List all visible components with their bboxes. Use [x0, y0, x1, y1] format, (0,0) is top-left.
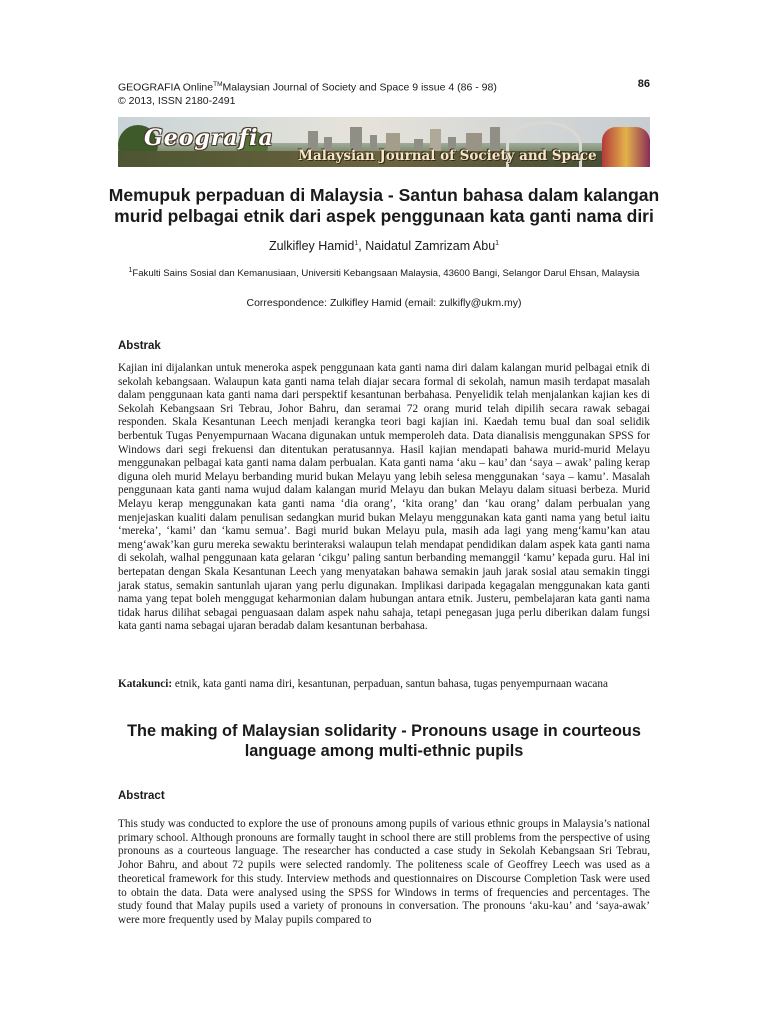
affiliation — [118, 267, 650, 279]
author-1-affil-mark: 1 — [354, 239, 359, 247]
page-number: 86 — [637, 78, 650, 90]
banner-logo: Geografia — [144, 125, 274, 151]
journal-issue: Malaysian Journal of Society and Space 9 issue 4 (86 - 98) — [222, 81, 497, 94]
abstrak-heading: Abstrak — [118, 340, 161, 352]
author-2: Naidatul Zamrizam Abu — [365, 239, 496, 253]
keywords-malay — [118, 678, 658, 690]
running-header — [118, 78, 650, 108]
people-image — [602, 127, 650, 167]
author-1: Zulkifley Hamid — [268, 239, 355, 253]
affiliation-mark: 1 — [128, 267, 133, 274]
journal-name: GEOGRAFIA Online — [118, 81, 214, 94]
keywords-label: Katakunci: — [118, 678, 173, 690]
title-english: The making of Malaysian solidarity - Pronouns usage in courteous language among multi-ethnic pupils — [127, 722, 641, 760]
author-2-affil-mark: 1 — [495, 239, 500, 247]
journal-line — [118, 78, 650, 95]
author-line — [100, 239, 668, 253]
abstrak-text: Kajian ini dijalankan untuk meneroka aspek penggunaan kata ganti nama diri dalam kalangan murid pelbagai etnik di sekolah kebangsaan. Walaupun kata ganti nama telah diajar secara formal di sekolah, namun masih terdapat masalah dalam penggunaan kata ganti nama dari perspektif kesantunan berbahasa. Penyelidik telah menjalankan kajian kes di Sekolah Kebangsaan Sri Tebrau, Johor Bahru, dan seramai 72 orang murid telah dipilih secara rawak sebagai responden. Skala Kesantunan Leech menjadi kerangka teori bagi kajian ini. Kaedah temu bual dan soal selidik berbentuk Tugas Penyempurnaan Wacana digunakan untuk memperoleh data. Data dianalisis menggunakan SPSS for Windows dari segi frekuensi dan ditentukan peratusannya. Hasil kajian mendapati bahawa murid-murid Melayu menggunakan pelbagai kata ganti nama dalam perbualan. Kata ganti nama ‘aku – kau’ dan ‘saya – awak’ paling kerap diguna oleh murid Melayu berbanding murid bukan Melayu yang lebih selesa menggunakan ‘saya – kamu’. Masalah penggunaan kata ganti nama wujud dalam kalangan murid Melayu dan bukan Melayu dalam situasi berbeza. Murid Melayu kerap menggunakan kata ganti nama ‘dia orang’, ‘kita orang’ dan ‘kau orang’ dalam perbualan yang menjejaskan kualiti dalam penulisan sedangkan murid bukan Melayu menggunakan kata ganti nama yang betul iaitu ‘mereka’, ‘kami’ dan ‘kamu semua’. Bagi murid bukan Melayu pula, masih ada lagi yang meng‘kamu’kan atau meng‘awak’kan guru mereka sewaktu berinteraksi walaupun telah mendapat pendidikan dalam aspek kata ganti nama di sekolah, walhal penggunaan kata gelaran ‘cikgu’ paling santun berbanding memanggil ‘kamu’ kepada guru. Hal ini bertepatan dengan Skala Kesantunan Leech yang menyatakan bahawa semakin jauh jarak sosial atau semakin tinggi jarak status, semakin santunlah ujaran yang perlu digunakan. Implikasi daripada kegagalan menggunakan kata ganti nama yang tepat boleh menggugat keharmonian dalam hubungan antara etnik. Justeru, pembelajaran kata ganti nama tidak harus dilihat sebagai penguasaan dalam aspek nahu sahaja, tetapi penegasan juga perlu diberikan dalam fungsi kata ganti nama sebagai ujaran beradab dalam kesantunan berbahasa. — [118, 362, 650, 633]
journal-banner — [118, 117, 650, 167]
banner-subtitle: Malaysian Journal of Society and Space — [298, 148, 597, 164]
abstract-heading: Abstract — [118, 790, 165, 802]
author-separator: , — [358, 239, 366, 253]
abstract-text: This study was conducted to explore the use of pronouns among pupils of various ethnic groups in Malaysia’s national primary school. Although pronouns are formally taught in school there are still problems from the perspective of using pronouns as a courteous language. The researcher has conducted a case study in Sekolah Kebangsaan Sri Tebrau, Johor Bahru, and about 72 pupils were selected randomly. The politeness scale of Geoffrey Leech was used as a theoretical framework for this study. Interview methods and questionnaires on Discourse Completion Task were used to obtain the data. Data were analysed using the SPSS for Windows in terms of frequencies and percentages. The study found that Malay pupils used a variety of pronouns in conversation. The pronouns ‘aku-kau’ and ‘saya-awak’ were more frequently used by Malay pupils compared to — [118, 818, 650, 926]
correspondence: Correspondence: Zulkifley Hamid (email: zulkifly@ukm.my) — [246, 297, 522, 309]
affiliation-text: Fakulti Sains Sosial dan Kemanusiaan, Universiti Kebangsaan Malaysia, 43600 Bangi, Selangor Darul Ehsan, Malaysia — [132, 268, 640, 280]
trademark: TM — [213, 81, 223, 88]
title-malay: Memupuk perpaduan di Malaysia - Santun bahasa dalam kalangan murid pelbagai etnik dari aspek penggunaan kata ganti nama diri — [108, 185, 660, 226]
copyright-line: © 2013, ISSN 2180-2491 — [118, 94, 236, 107]
abstrak-body — [118, 362, 650, 634]
abstract-body — [118, 818, 650, 928]
keywords-text: etnik, kata ganti nama diri, kesantunan, perpaduan, santun bahasa, tugas penyempurnaan wacana — [172, 678, 608, 690]
